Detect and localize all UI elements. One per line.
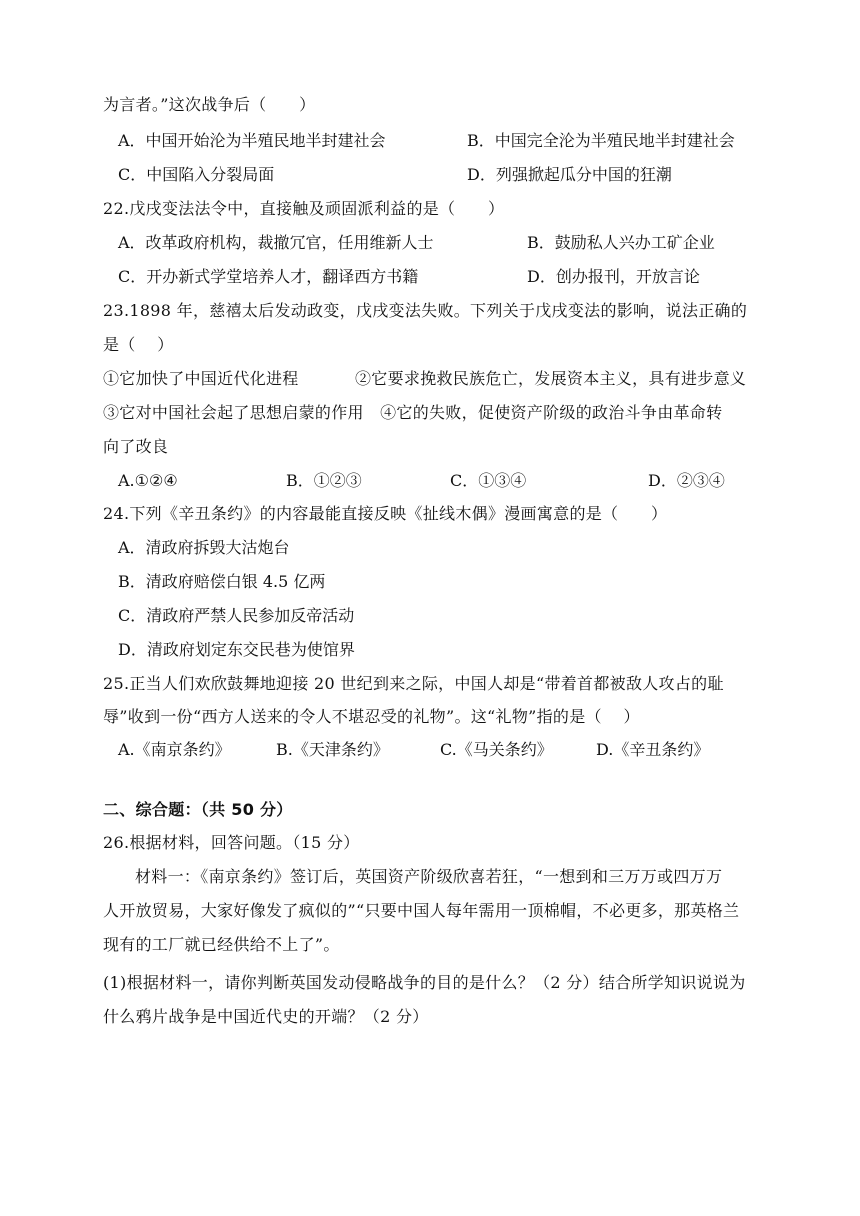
q25-stem-line1: 25.正当人们欢欣鼓舞地迎接 20 世纪到来之际，中国人却是“带着首都被敌人攻占的耻 [103,674,724,693]
q25-option-b: B.《天津条约》 [276,740,389,759]
q21-option-c: C．中国陷入分裂局面 [118,165,275,184]
q26-sub1-line1: (1)根据材料一，请你判断英国发动侵略战争的目的是什么？（2 分）结合所学知识说说为 [103,973,746,992]
q23-stem-line2: 是（ ） [103,335,174,354]
q24-option-c: C．清政府严禁人民参加反帝活动 [118,606,355,625]
q21-option-a: A．中国开始沦为半殖民地半封建社会 [118,131,386,150]
q25-stem-line2: 辱”收到一份“西方人送来的令人不堪忍受的礼物”。这“礼物”指的是（ ） [103,707,640,726]
q21-option-b: B．中国完全沦为半殖民地半封建社会 [467,131,735,150]
q24-option-b: B．清政府赔偿白银 4.5 亿两 [118,572,326,591]
q25-option-d: D.《辛丑条约》 [596,740,710,759]
q24-option-d: D．清政府划定东交民巷为使馆界 [118,640,355,659]
q23-item-2: ②它要求挽救民族危亡，发展资本主义，具有进步意义 [355,369,747,388]
q22-option-c: C．开办新式学堂培养人才，翻译西方书籍 [118,267,419,286]
q21-stem-tail: 为言者。”这次战争后（ ） [103,95,316,114]
q23-item-1: ①它加快了中国近代化进程 [103,369,299,388]
q26-material-line2: 人开放贸易，大家好像发了疯似的”“只要中国人每年需用一顶棉帽，不必更多，那英格兰 [103,901,740,920]
q23-item-34-line1: ③它对中国社会起了思想启蒙的作用 ④它的失败，促使资产阶级的政治斗争由革命转 [103,403,723,422]
q25-option-c: C.《马关条约》 [440,740,553,759]
q22-stem: 22.戊戌变法法令中，直接触及顽固派利益的是（ ） [103,199,505,218]
q23-option-d: D．②③④ [648,471,725,490]
q23-stem-line1: 23.1898 年，慈禧太后发动政变，戊戌变法失败。下列关于戊戌变法的影响，说法正确的 [103,301,748,320]
q26-material-line1: 材料一：《南京条约》签订后，英国资产阶级欣喜若狂，“一想到和三万万或四万万 [135,867,723,886]
q23-item-34-line2: 向了改良 [103,437,169,456]
q24-option-a: A．清政府拆毁大沽炮台 [118,538,290,557]
q26-stem: 26.根据材料，回答问题。（15 分） [103,833,360,852]
q23-option-c: C．①③④ [450,471,527,490]
q23-option-a: A.①②④ [118,471,178,490]
q26-material-line3: 现有的工厂就已经供给不上了”。 [103,935,340,954]
q22-option-a: A．改革政府机构，裁撤冗官，任用维新人士 [118,233,434,252]
q22-option-b: B．鼓励私人兴办工矿企业 [527,233,715,252]
q22-option-d: D．创办报刊，开放言论 [527,267,700,286]
section-2-title: 二、综合题：（共 50 分） [103,800,293,819]
q23-option-b: B．①②③ [286,471,362,490]
q24-stem: 24.下列《辛丑条约》的内容最能直接反映《扯线木偶》漫画寓意的是（ ） [103,504,668,523]
q25-option-a: A.《南京条约》 [118,740,231,759]
q21-option-d: D．列强掀起瓜分中国的狂潮 [467,165,672,184]
q26-sub1-line2: 什么鸦片战争是中国近代史的开端？（2 分） [103,1007,429,1026]
